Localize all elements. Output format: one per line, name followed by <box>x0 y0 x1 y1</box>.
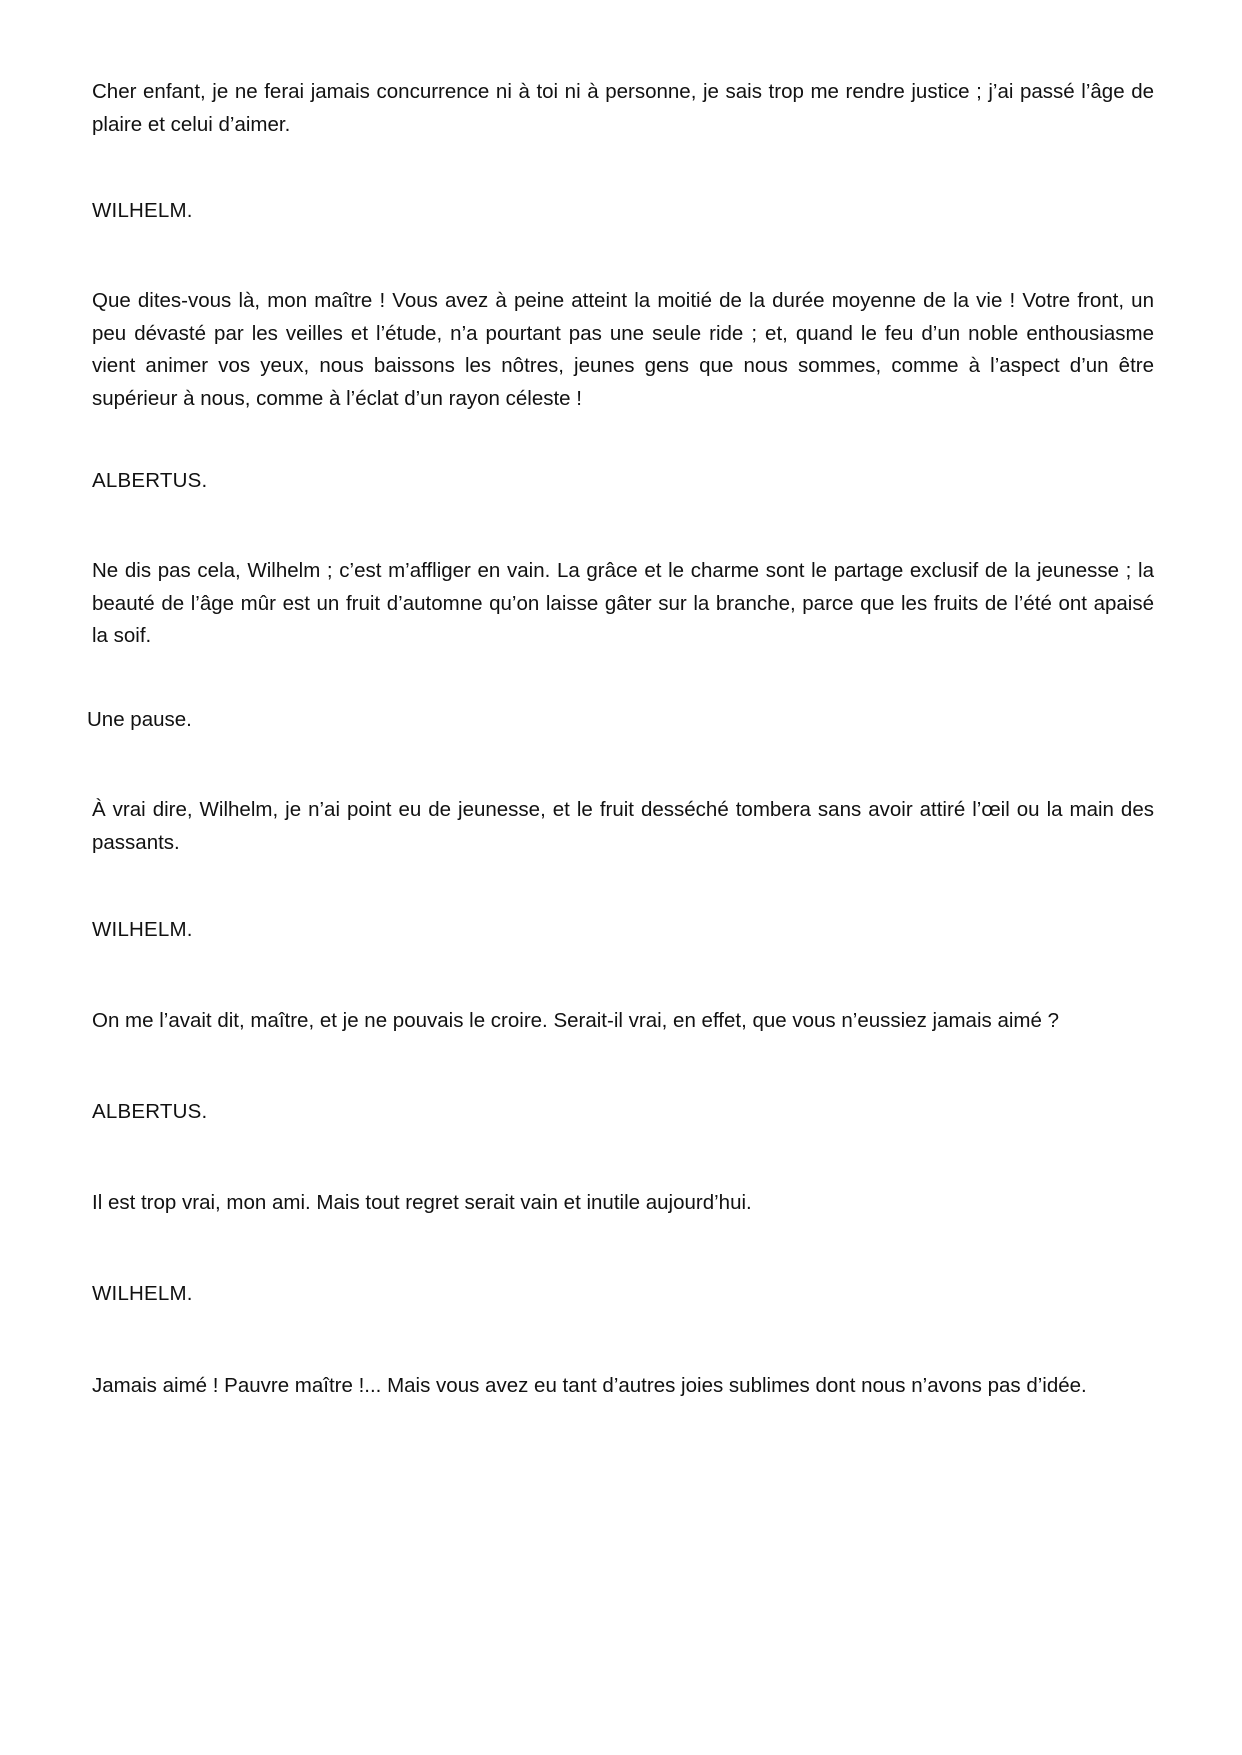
speaker-name: ALBERTUS. <box>92 1100 208 1123</box>
speaker-name: ALBERTUS. <box>92 469 208 492</box>
speech-paragraph: Il est trop vrai, mon ami. Mais tout regret serait vain et inutile aujourd’hui. <box>92 1191 752 1214</box>
speech-paragraph: À vrai dire, Wilhelm, je n’ai point eu de jeunesse, et le fruit desséché tombera sans avoir attiré l’œil ou la main des passants. <box>92 798 1154 854</box>
speaker-name: WILHELM. <box>92 1282 193 1305</box>
speech-paragraph: Jamais aimé ! Pauvre maître !... Mais vous avez eu tant d’autres joies sublimes dont nous n’avons pas d’idée. <box>92 1374 1087 1397</box>
speech-paragraph: On me l’avait dit, maître, et je ne pouvais le croire. Serait-il vrai, en effet, que vous n’eussiez jamais aimé ? <box>92 1009 1059 1032</box>
speech-paragraph: Ne dis pas cela, Wilhelm ; c’est m’affliger en vain. La grâce et le charme sont le partage exclusif de la jeunesse ; la beauté de l’âge mûr est un fruit d’automne qu’on laisse gâter sur la branche, parce que les fruits de l’été ont apaisé la soif. <box>92 559 1154 647</box>
speaker-name: WILHELM. <box>92 918 193 941</box>
stage-direction: Une pause. <box>87 708 192 731</box>
speech-paragraph: Que dites-vous là, mon maître ! Vous avez à peine atteint la moitié de la durée moyenne de la vie ! Votre front, un peu dévasté par les veilles et l’étude, n’a pourtant pas une seule ride ; et, quand le feu d’un noble enthousiasme vient animer vos yeux, nous baissons les nôtres, jeunes gens que nous sommes, comme à l’aspect d’un être supérieur à nous, comme à l’éclat d’un rayon céleste ! <box>92 289 1154 410</box>
speaker-name: WILHELM. <box>92 199 193 222</box>
speech-paragraph: Cher enfant, je ne ferai jamais concurrence ni à toi ni à personne, je sais trop me rendre justice ; j’ai passé l’âge de plaire et celui d’aimer. <box>92 80 1154 136</box>
